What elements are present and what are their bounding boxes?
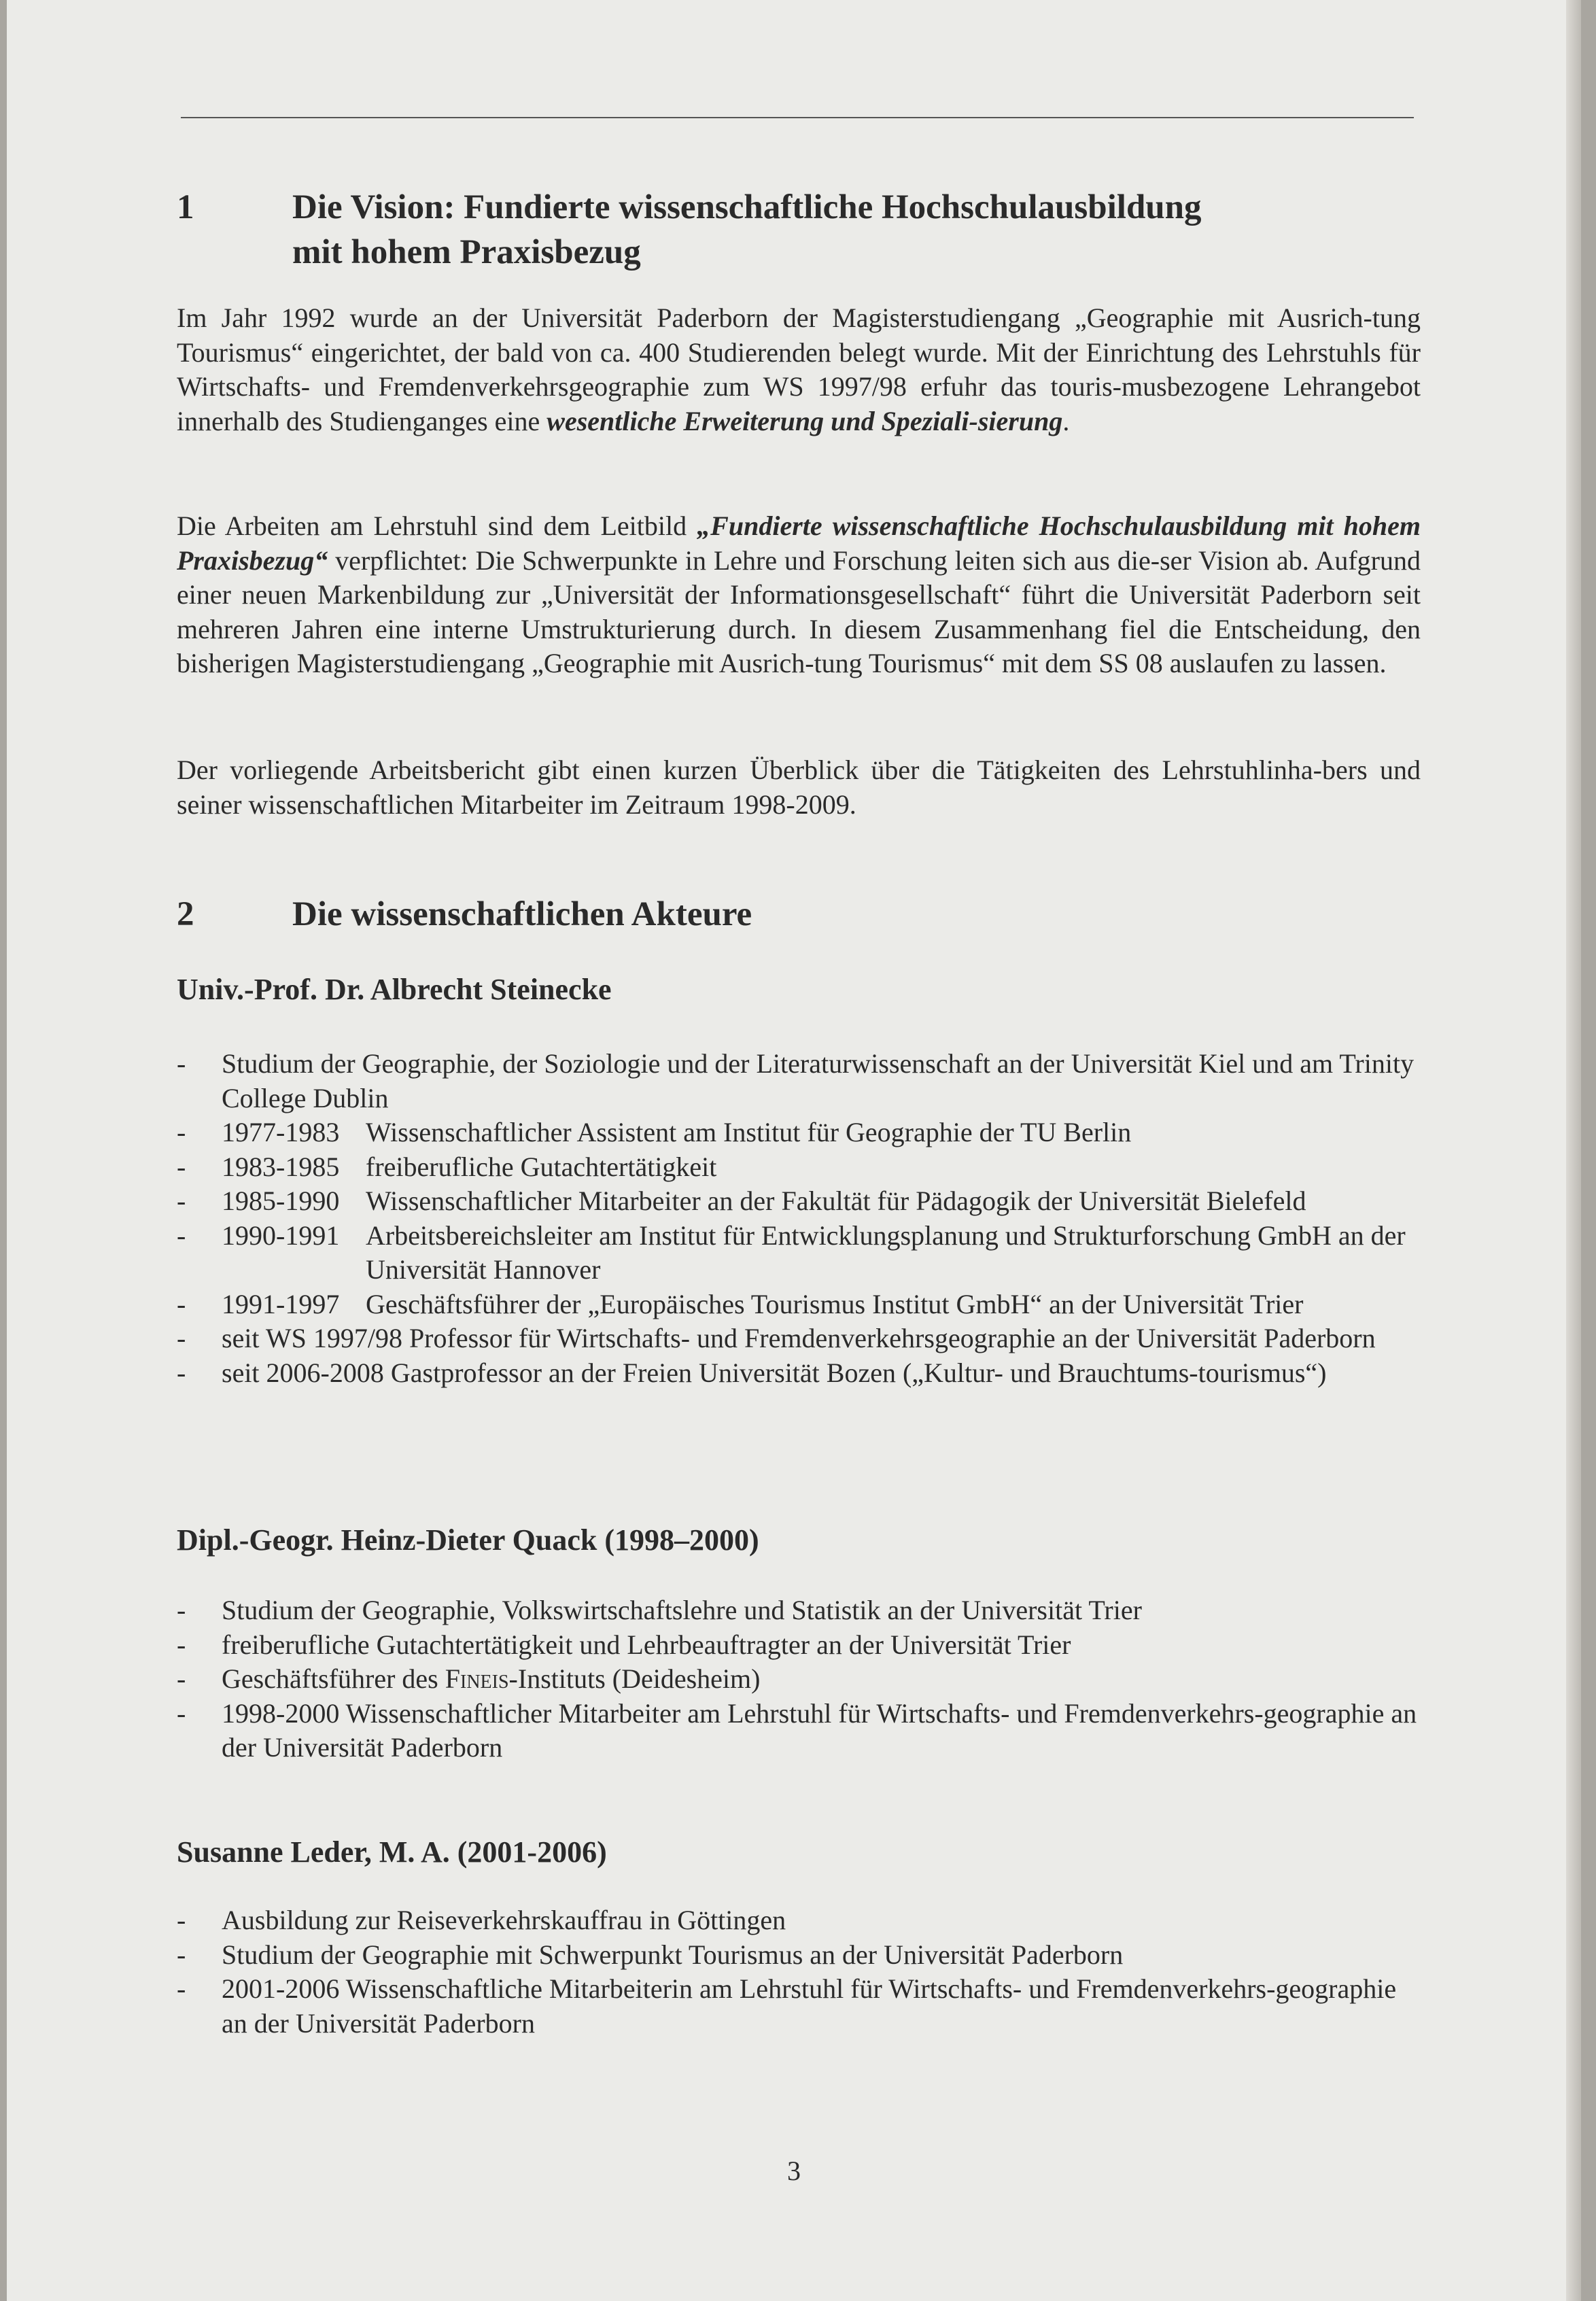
list-item: - 2001-2006 Wissenschaftliche Mitarbeiterin am Lehrstuhl für Wirtschafts- und Fremdenverkehrs-geographie an der Universität Paderborn xyxy=(177,1973,1397,2039)
paragraph-2-rest: verpflichtet: Die Schwerpunkte in Lehre und Forschung leiten sich aus die-ser Vision ab. Aufgrund einer neuen Markenbildung zur „Universität der Informationsgesellschaft“ führt die Universität Paderborn seit mehreren Jahren eine interne Umstrukturierung durch. In diesem Zusammenhang fiel die Entscheidung, den bisherigen Magisterstudiengang „Geographie mit Ausrich-tung Tourismus“ mit dem SS 08 auslaufen zu lassen. xyxy=(177,544,1421,678)
section-1-title-line1: Die Vision: Fundierte wissenschaftliche Hochschulausbildung xyxy=(292,188,1202,226)
list-item: - Studium der Geographie, der Soziologie und der Literaturwissenschaft an der Universität Kiel und am Trinity College Dublin xyxy=(177,1048,1415,1113)
section-1-title-line2: mit hohem Praxisbezug xyxy=(292,233,641,271)
person-2-heading xyxy=(177,1521,1421,1559)
header-rule xyxy=(181,117,1414,118)
person-3-heading xyxy=(177,1833,1421,1871)
person-1-cv xyxy=(177,1047,1421,1390)
paragraph-1-end: . xyxy=(1062,405,1070,436)
list-item: - 1977-1983 Wissenschaftlicher Assistent am Institut für Geographie der TU Berlin xyxy=(177,1117,1132,1147)
list-item: - 1990-1991 Arbeitsbereichsleiter am Institut für Entwicklungsplanung und Strukturforschung GmbH an der Universität Hannover xyxy=(177,1219,1406,1285)
page-edge-shadow xyxy=(1566,0,1581,2301)
person-2-cv xyxy=(177,1593,1421,1765)
paragraph-1 xyxy=(177,301,1421,438)
list-item: - Studium der Geographie mit Schwerpunkt Tourismus an der Universität Paderborn xyxy=(177,1939,1124,1970)
paragraph-3 xyxy=(177,753,1421,822)
person-1-heading xyxy=(177,971,1421,1009)
person-2-name: Dipl.-Geogr. Heinz-Dieter Quack (1998–2000) xyxy=(177,1523,759,1557)
list-item: - freiberufliche Gutachtertätigkeit und Lehrbeauftragter an der Universität Trier xyxy=(177,1629,1071,1660)
list-item: - seit WS 1997/98 Professor für Wirtschafts- und Fremdenverkehrsgeographie an der Universität Paderborn xyxy=(177,1323,1376,1353)
paragraph-2-start: Die Arbeiten am Lehrstuhl sind dem Leitbild xyxy=(177,511,687,541)
document-page xyxy=(7,0,1581,2301)
person-3-name: Susanne Leder, M. A. (2001-2006) xyxy=(177,1835,607,1869)
section-2-title: Die wissenschaftlichen Akteure xyxy=(292,895,752,933)
list-item: - Geschäftsführer des Fineis-Instituts (Deidesheim) xyxy=(177,1663,761,1694)
paragraph-1-emphasis: wesentliche Erweiterung und Speziali-sierung xyxy=(547,405,1063,436)
paragraph-3-text: Der vorliegende Arbeitsbericht gibt einen kurzen Überblick über die Tätigkeiten des Lehrstuhlinha-bers und seiner wissenschaftlichen Mitarbeiter im Zeitraum 1998-2009. xyxy=(177,755,1421,820)
list-item: - 1998-2000 Wissenschaftlicher Mitarbeiter am Lehrstuhl für Wirtschafts- und Fremdenverkehrs-geographie an der Universität Paderborn xyxy=(177,1697,1417,1763)
list-item: - Studium der Geographie, Volkswirtschaftslehre und Statistik an der Universität Trier xyxy=(177,1595,1142,1625)
list-item: - 1985-1990 Wissenschaftlicher Mitarbeiter an der Fakultät für Pädagogik der Universität Bielefeld xyxy=(177,1186,1306,1216)
person-1-name: Univ.-Prof. Dr. Albrecht Steinecke xyxy=(177,973,612,1006)
page-number: 3 xyxy=(787,2156,801,2186)
list-item: - Ausbildung zur Reiseverkehrskauffrau in Göttingen xyxy=(177,1905,786,1935)
list-item: - seit 2006-2008 Gastprofessor an der Freien Universität Bozen („Kultur- und Brauchtums-tourismus“) xyxy=(177,1357,1327,1388)
paragraph-1-text: Im Jahr 1992 wurde an der Universität Paderborn der Magisterstudiengang „Geographie mit Ausrich-tung Tourismus“ eingerichtet, der bald von ca. 400 Studierenden belegt wurde. Mit der Einrichtung des Lehrstuhls für Wirtschafts- und Fremdenverkehrsgeographie zum WS 1997/98 erfuhr das touris-musbezogene Lehrangebot innerhalb des Studienganges eine xyxy=(177,302,1421,436)
fineis-name: Fineis xyxy=(445,1663,509,1694)
paragraph-2 xyxy=(177,509,1421,681)
list-item: - 1991-1997 Geschäftsführer der „Europäisches Tourismus Institut GmbH“ an der Universität Trier xyxy=(177,1288,1304,1319)
section-2-heading xyxy=(177,892,1421,937)
section-1-number: 1 xyxy=(177,188,194,226)
section-1-heading xyxy=(177,185,1421,275)
paragraph-2-emphasis: „Fundierte wissenschaftliche Hochschulausbildung mit hohem Praxisbezug“ xyxy=(177,511,1421,576)
section-2-number: 2 xyxy=(177,895,194,933)
list-item: - 1983-1985 freiberufliche Gutachtertätigkeit xyxy=(177,1151,717,1182)
person-3-cv xyxy=(177,1903,1421,2041)
